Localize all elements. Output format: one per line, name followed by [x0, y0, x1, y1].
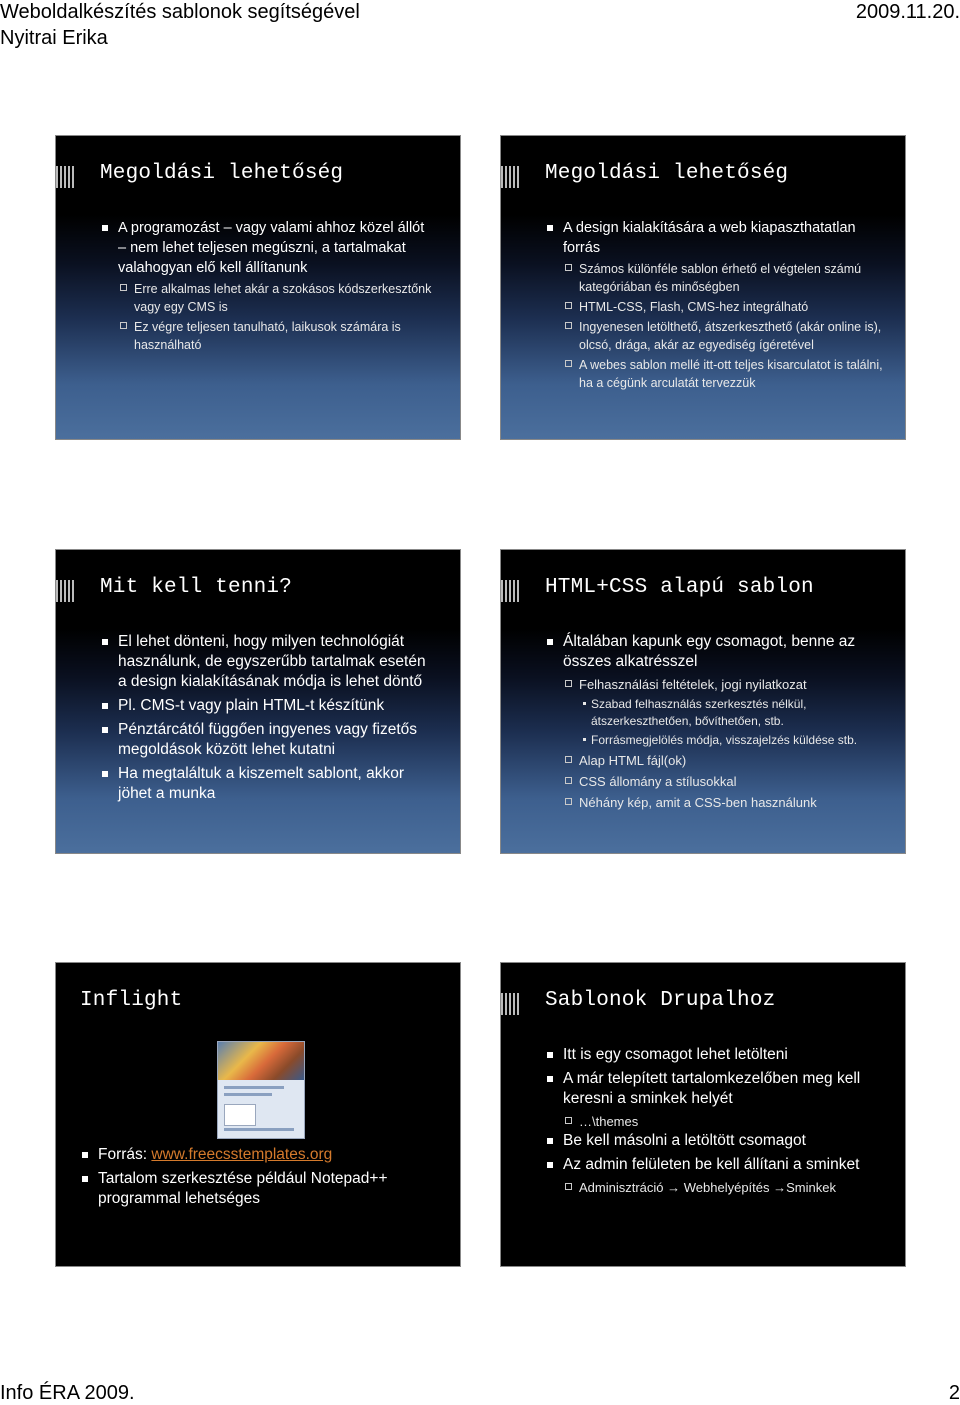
slide-marker — [501, 580, 521, 602]
template-header-image — [218, 1042, 304, 1080]
slide-title: Sablonok Drupalhoz — [545, 989, 776, 1012]
slide-title: Mit kell tenni? — [100, 576, 293, 599]
header-date: 2009.11.20. — [855, 1, 960, 23]
bullet: Általában kapunk egy csomagot, benne az összes alkatrésszel — [545, 632, 885, 672]
sub-bullet: Adminisztráció → Webhelyépítés →Sminkek — [545, 1179, 885, 1197]
bullet: El lehet dönteni, hogy milyen technológiát használunk, de egyszerűbb tartalmak esetén a design kialakításának módja is lehet döntő — [100, 632, 434, 692]
page-number: 2 — [948, 1382, 960, 1404]
sub-bullet: CSS állomány a stílusokkal — [545, 773, 885, 791]
slide-3 — [55, 549, 461, 854]
sub-bullet: …\themes — [545, 1113, 885, 1131]
source-link[interactable]: www.freecsstemplates.org — [151, 1146, 333, 1163]
slide-title: Megoldási lehetőség — [545, 162, 789, 185]
bullet: Pl. CMS-t vagy plain HTML-t készítünk — [100, 696, 434, 716]
slide-2 — [500, 135, 906, 440]
slide-title: Inflight — [80, 989, 183, 1012]
bullet: Tartalom szerkesztése például Notepad++ programmal lehetséges — [80, 1169, 440, 1209]
slide-body — [80, 1145, 440, 1213]
sub-bullet: Néhány kép, amit a CSS-ben használunk — [545, 794, 885, 812]
sub-bullet: Számos különféle sablon érhető el végtelen számú kategóriában és minőségben — [545, 260, 885, 296]
source-label: Forrás: — [98, 1146, 152, 1163]
slide-marker — [56, 580, 76, 602]
header-title: Weboldalkészítés sablonok segítségével — [0, 1, 360, 23]
template-line — [224, 1093, 272, 1096]
sub-bullet: HTML-CSS, Flash, CMS-hez integrálható — [545, 298, 885, 316]
sub-bullet: Erre alkalmas lehet akár a szokásos kódszerkesztőnk vagy egy CMS is — [100, 280, 436, 316]
template-box — [224, 1104, 256, 1126]
sub-bullet: Ez végre teljesen tanulható, laikusok számára is használható — [100, 318, 436, 354]
bullet: Pénztárcától függően ingyenes vagy fizetős megoldások között lehet kutatni — [100, 720, 434, 760]
slide-title: Megoldási lehetőség — [100, 162, 344, 185]
sub-bullet: Ingyenesen letölthető, átszerkeszthető (akár online is), olcsó, drága, akár az egyediség ígéretével — [545, 318, 885, 354]
bullet: Itt is egy csomagot lehet letölteni — [545, 1045, 885, 1065]
slide-6 — [500, 962, 906, 1267]
bullet — [80, 1145, 440, 1165]
template-line — [224, 1128, 294, 1131]
bullet: A már telepített tartalomkezelőben meg kell keresni a sminkek helyét — [545, 1069, 885, 1109]
bullet: Ha megtaláltuk a kiszemelt sablont, akkor jöhet a munka — [100, 764, 434, 804]
slide-marker — [501, 166, 521, 188]
bullet: A programozást – vagy valami ahhoz közel állót – nem lehet teljesen megúszni, a tartalmakat valahogyan elő kell állítanunk — [100, 218, 436, 278]
bullet: A design kialakítására a web kiapaszthatatlan forrás — [545, 218, 885, 258]
slide-body — [100, 632, 434, 808]
slide-body — [545, 632, 885, 812]
bullet: Be kell másolni a letöltött csomagot — [545, 1131, 885, 1151]
bullet: Az admin felületen be kell állítani a sminket — [545, 1155, 885, 1175]
header-author: Nyitrai Erika — [0, 27, 108, 49]
sub-sub-bullet: Forrásmegjelölés módja, visszajelzés küldése stb. — [545, 732, 885, 749]
template-line — [224, 1086, 284, 1089]
slide-marker — [56, 166, 76, 188]
slide-body — [545, 1045, 885, 1197]
footer-event: Info ÉRA 2009. — [0, 1382, 135, 1404]
slide-marker — [501, 993, 521, 1015]
sub-sub-bullet: Szabad felhasználás szerkesztés nélkül, átszerkeszthetően, bővíthetően, stb. — [545, 696, 885, 730]
slide-title: HTML+CSS alapú sablon — [545, 576, 814, 599]
sub-bullet: A webes sablon mellé itt-ott teljes kisarculatot is találni, ha a cégünk arculatát tervezzük — [545, 356, 885, 392]
slide-body — [100, 218, 436, 354]
template-screenshot — [217, 1041, 305, 1139]
sub-bullet: Felhasználási feltételek, jogi nyilatkozat — [545, 676, 885, 694]
slide-1 — [55, 135, 461, 440]
slide-5 — [55, 962, 461, 1267]
sub-bullet: Alap HTML fájl(ok) — [545, 752, 885, 770]
slide-4 — [500, 549, 906, 854]
slide-body — [545, 218, 885, 392]
